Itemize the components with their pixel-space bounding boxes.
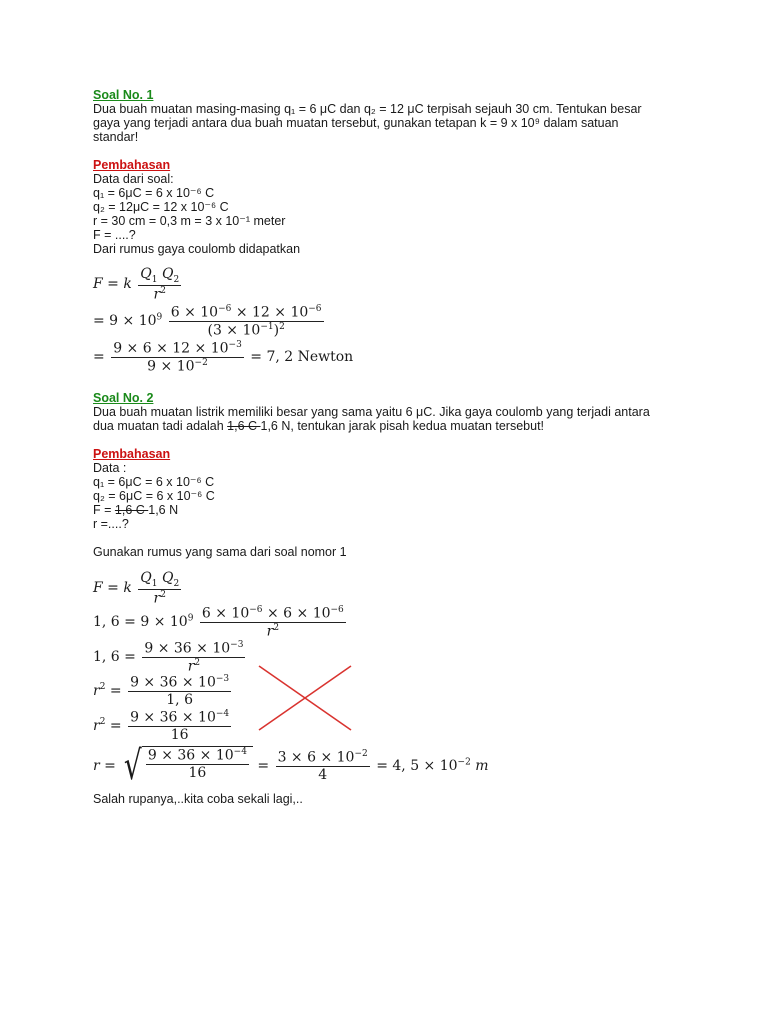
soal1-text-line: gaya yang terjadi antara dua buah muatan tersebut, gunakan tetapan k = 9 x 10⁹ dalam satuan [93,116,619,130]
formula-substitution-1: = $9 \times 10^9$ $\frac{6 \times 10^{-6} \times 12 \times 10^{-6}}{(3 \times 10^{-1})^2}$ [93,304,322,339]
formula-coulomb-1: F = k $\frac{Q_1 Q_2}{r^2}$ [93,266,180,303]
pembahasan1-line: q₁ = 6μC = 6 x 10⁻⁶ C [93,186,215,200]
pembahasan1-line: Data dari soal: [93,172,174,186]
struck-value: 1,6 C [227,419,261,433]
struck-value: 1,6 C [114,503,149,517]
result-newton: = 7, 2 Newton [250,349,354,366]
pembahasan2-line: Data : [93,461,127,475]
pembahasan1-line: r = 30 cm = 0,3 m = 3 x 10⁻¹ meter [93,214,286,228]
pembahasan2-line: q₁ = 6μC = 6 x 10⁻⁶ C [93,475,215,489]
formula-substitution-2: 1, $6 = 9 \times 10^9$ $\frac{6 \times 10^{-6} \times 6 \times 10^{-6}}{r^2}$ [93,605,344,640]
formula-step-3: $r^2$ = $\frac{9 \times 36 \times 10^{-3}}{1, 6}$ [93,674,230,708]
soal1-text-line: standar! [93,130,139,144]
pembahasan1-line: q₂ = 12μC = 12 x 10⁻⁶ C [93,200,229,214]
formula-step-4: $r^2$ = $\frac{9 \times 36 \times 10^{-4}}{16}$ [93,709,230,743]
formula-step-2: 1, 6 = $\frac{9 \times 36 \times 10^{-3}}{r^2}$ [93,640,244,675]
closing-line: Salah rupanya,..kita coba sekali lagi,.. [93,792,303,806]
pembahasan1-line: Dari rumus gaya coulomb didapatkan [93,242,301,256]
soal2-heading: Soal No. 2 [93,391,154,405]
soal1-heading: Soal No. 1 [93,88,154,102]
formula-result-1: = $\frac{9 \times 6 \times 12 \times 10^{-3}}{9 \times 10^{-2}}$ = 7, 2 Newton [93,340,354,375]
soal1-text-line: Dua buah muatan masing-masing q₁ = 6 μC dan q₂ = 12 μC terpisah sejauh 30 cm. Tentukan besar [93,102,642,116]
soal2-text-line: Dua buah muatan listrik memiliki besar yang sama yaitu 6 μC. Jika gaya coulomb yang terjadi antara [93,405,650,419]
pembahasan2-r-line: r =....? [93,517,129,531]
soal2-text-line: dua muatan tadi adalah 1,6 C 1,6 N, tentukan jarak pisah kedua muatan tersebut! [93,419,545,433]
pembahasan2-rumus-line: Gunakan rumus yang sama dari soal nomor 1 [93,545,347,559]
pembahasan1-line: F = ....? [93,228,136,242]
pembahasan2-heading: Pembahasan [93,447,171,461]
formula-step-5: r = √ $\frac{9 \times 36 \times 10^{-4}}{16}$ = $\frac{3 \times 6 \times 10^{-2}}{4}$ = 4, $5 \times 10^{-2}$ m [93,743,489,789]
cross-mark-icon [255,662,355,734]
pembahasan2-line: q₂ = 6μC = 6 x 10⁻⁶ C [93,489,215,503]
pembahasan1-heading: Pembahasan [93,158,171,172]
formula-coulomb-2: F = k $\frac{Q_1 Q_2}{r^2}$ [93,570,180,607]
pembahasan2-f-line: F = 1,6 C 1,6 N [93,503,179,517]
